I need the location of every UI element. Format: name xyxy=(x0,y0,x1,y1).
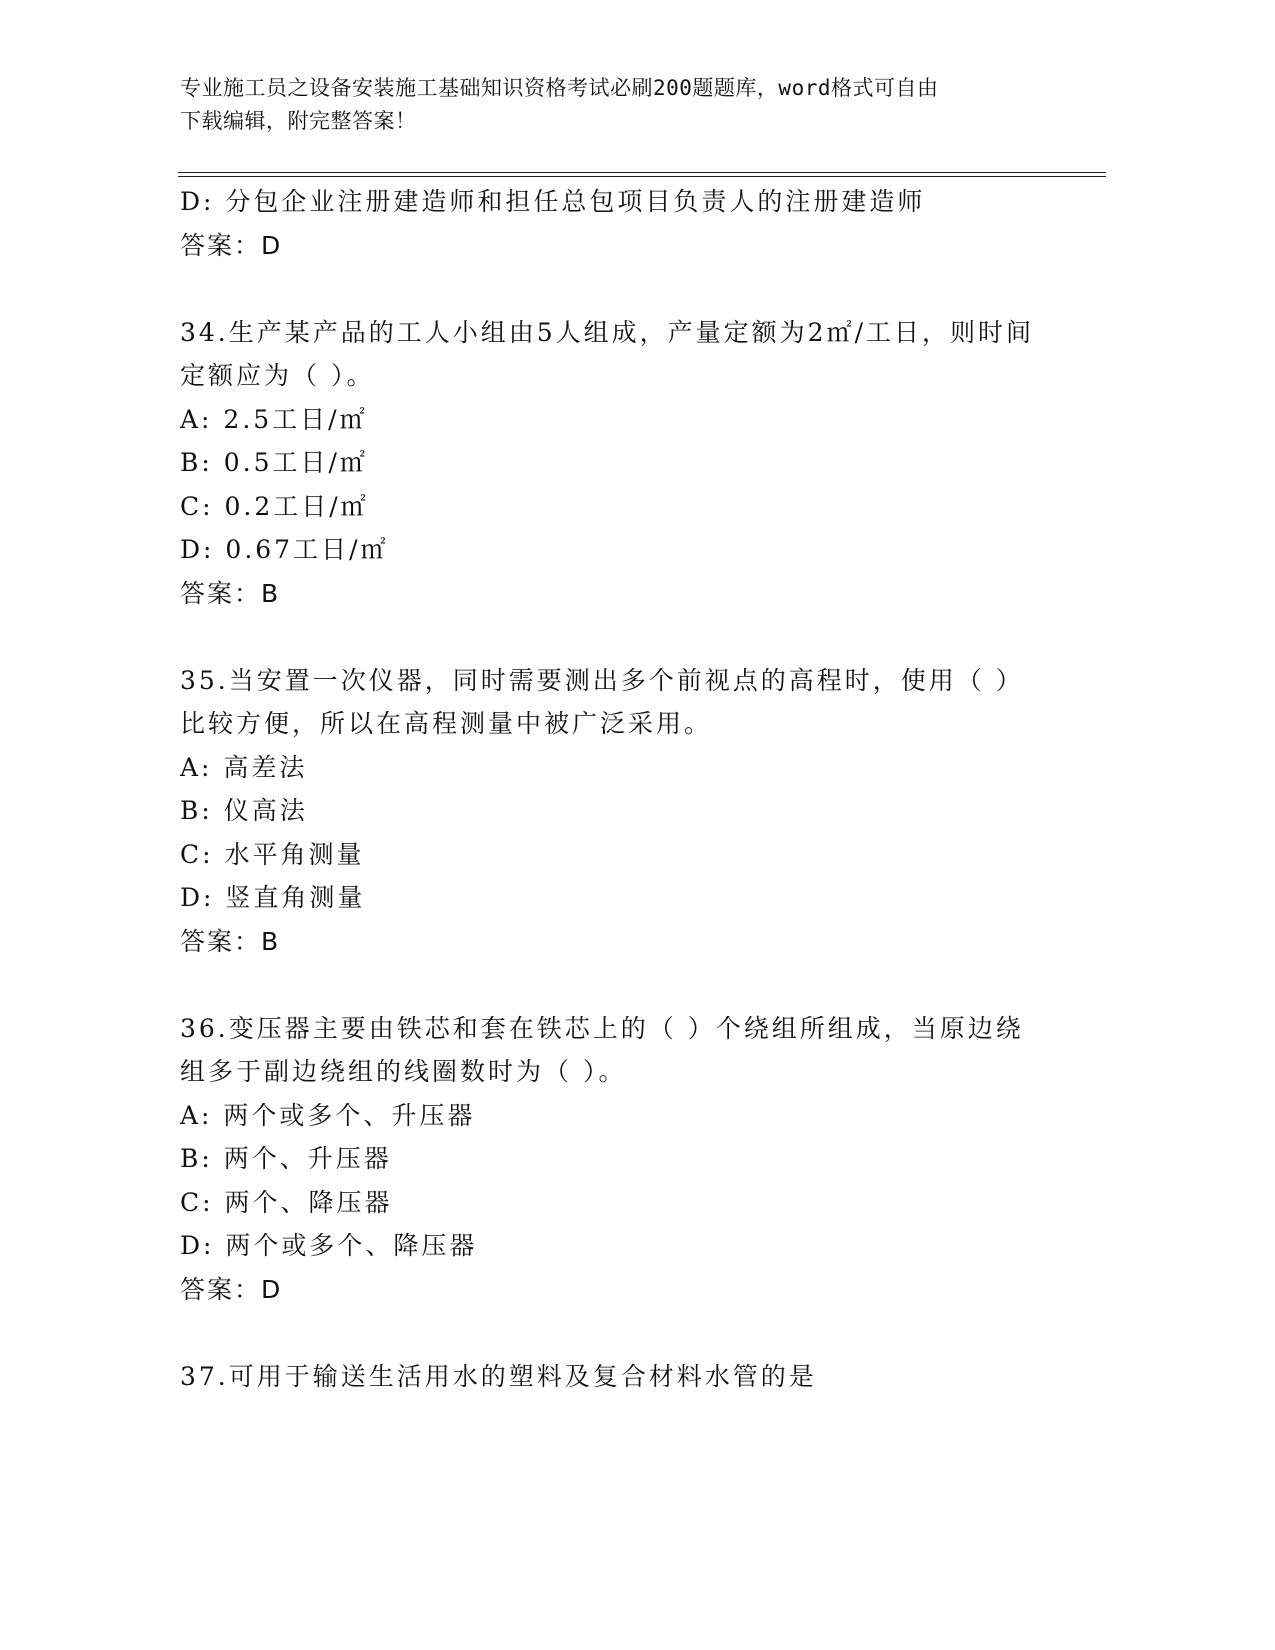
question-37 xyxy=(180,1355,1060,1399)
option-d: D: 竖直角测量 xyxy=(180,883,366,912)
question-stem-line-2: 比较方便，所以在高程测量中被广泛采用。 xyxy=(180,709,713,738)
header-divider-bottom xyxy=(178,176,1106,177)
option-b: B: 仪高法 xyxy=(180,796,308,825)
answer: 答案：D xyxy=(180,1274,283,1304)
option-c: C: 两个、降压器 xyxy=(180,1187,393,1217)
question-36 xyxy=(180,1007,1060,1312)
question-stem-line-2: 组多于副边绕组的线圈数时为（ ）。 xyxy=(180,1057,627,1086)
question-35 xyxy=(180,659,1060,964)
question-34 xyxy=(180,311,1060,616)
prev-answer: 答案：D xyxy=(180,230,283,260)
spacer xyxy=(180,963,1060,1007)
option-c: C: 水平角测量 xyxy=(180,839,365,869)
spacer xyxy=(180,267,1060,311)
option-a: A: 高差法 xyxy=(180,752,308,782)
option-a: A: 两个或多个、升压器 xyxy=(180,1100,476,1130)
question-body xyxy=(180,180,1060,1398)
answer: 答案：B xyxy=(180,926,281,956)
option-d: D: 0.67工日/㎡ xyxy=(180,535,389,564)
question-stem-line-2: 定额应为（ ）。 xyxy=(180,361,375,390)
prev-option-d: D: 分包企业注册建造师和担任总包项目负责人的注册建造师 xyxy=(180,187,926,216)
page-header xyxy=(180,72,1080,138)
question-stem-line-1: 36.变压器主要由铁芯和套在铁芯上的（ ）个绕组所组成，当原边绕 xyxy=(180,1013,1024,1043)
header-title-line-2: 下载编辑，附完整答案！ xyxy=(180,109,417,133)
option-b: B: 两个、升压器 xyxy=(180,1144,392,1173)
option-a: A: 2.5工日/㎡ xyxy=(180,404,368,434)
header-divider-top xyxy=(178,172,1106,173)
question-stem-line-1: 35.当安置一次仪器，同时需要测出多个前视点的高程时，使用（ ） xyxy=(180,665,1024,695)
option-c: C: 0.2工日/㎡ xyxy=(180,491,369,521)
answer: 答案：B xyxy=(180,578,281,608)
option-b: B: 0.5工日/㎡ xyxy=(180,448,368,477)
question-stem-line-1: 37.可用于输送生活用水的塑料及复合材料水管的是 xyxy=(180,1361,817,1391)
spacer xyxy=(180,615,1060,659)
header-title-line-1: 专业施工员之设备安装施工基础知识资格考试必刷200题题库，word格式可自由 xyxy=(180,76,939,100)
spacer xyxy=(180,1311,1060,1355)
option-d: D: 两个或多个、降压器 xyxy=(180,1231,478,1260)
question-stem-line-1: 34.生产某产品的工人小组由5人组成，产量定额为2㎡/工日，则时间 xyxy=(180,317,1034,347)
